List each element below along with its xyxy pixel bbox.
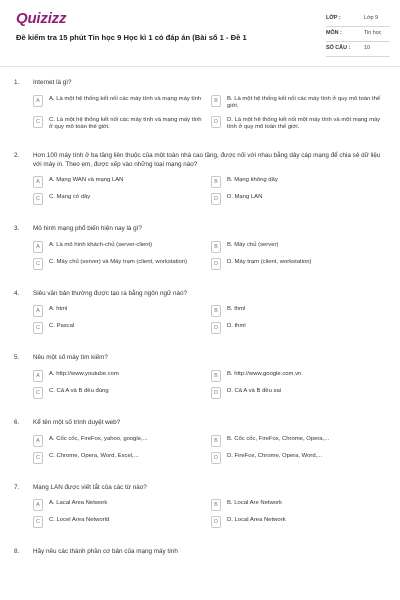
option-letter-box: A (33, 176, 43, 188)
option-text: C. Locel Area Networld (49, 517, 110, 524)
question-spacer (0, 340, 400, 354)
question-number: 2. (14, 151, 20, 159)
meta-subject-row (326, 27, 390, 42)
answer-options (33, 500, 385, 528)
options-row (33, 177, 385, 188)
answer-options (33, 242, 385, 270)
option-letter-box: D (211, 193, 221, 205)
question-number: 6. (14, 418, 20, 426)
question-text: Hãy nêu các thành phần cơ bản của mạng máy tính (33, 548, 178, 556)
options-row (33, 259, 385, 270)
meta-class-row (326, 12, 390, 27)
option-letter-box: A (33, 95, 43, 107)
option-letter-box: D (211, 322, 221, 334)
option-letter-box: D (211, 452, 221, 464)
option-a[interactable] (33, 242, 207, 253)
option-text: C. Cả A và B đều đúng (49, 387, 109, 394)
option-letter-box: A (33, 305, 43, 317)
question-1 (0, 79, 400, 152)
option-a[interactable] (33, 371, 207, 382)
question-spacer (0, 405, 400, 419)
option-b[interactable] (211, 242, 385, 253)
quizizz-logo: Quizizz (16, 10, 67, 27)
option-text: C. Là một hệ thống kết nối các máy tính và mạng máy tính ở quy mô toàn thế giới. (49, 116, 202, 131)
option-text: D. thml (227, 323, 246, 330)
meta-class-value: Lớp 9 (364, 15, 379, 21)
option-letter-box: B (211, 241, 221, 253)
header-divider (0, 66, 400, 67)
question-text: Mô hình mạng phổ biến hiện nay là gì? (33, 225, 142, 233)
question-text: Kể tên một số trình duyệt web? (33, 418, 121, 426)
option-text: A. http://www.youtube.com (49, 370, 119, 377)
question-spacer (0, 276, 400, 290)
options-row (33, 500, 385, 511)
question-7 (0, 484, 400, 549)
meta-count-row (326, 42, 390, 57)
option-a[interactable] (33, 500, 207, 511)
option-a[interactable] (33, 177, 207, 188)
option-text: A. Lacal Area Network (49, 500, 108, 507)
question-text: Siêu văn bản thường được tạo ra bằng ngôn ngữ nào? (33, 289, 187, 297)
question-spacer (0, 138, 400, 152)
option-letter-box: B (211, 370, 221, 382)
option-b[interactable] (211, 177, 385, 188)
options-row (33, 242, 385, 253)
option-text: C. Mạng có dây (49, 194, 91, 201)
option-b[interactable] (211, 371, 385, 382)
option-letter-box: C (33, 516, 43, 528)
question-number: 5. (14, 354, 20, 362)
option-letter-box: B (211, 305, 221, 317)
option-d[interactable] (211, 194, 385, 205)
question-text: Mạng LAN được viết tắt của các từ nào? (33, 483, 147, 491)
answer-options (33, 371, 385, 399)
option-letter-box: C (33, 452, 43, 464)
option-letter-box: D (211, 516, 221, 528)
options-row (33, 323, 385, 334)
worksheet-header (0, 0, 400, 64)
question-5 (0, 354, 400, 419)
option-letter-box: D (211, 258, 221, 270)
question-6 (0, 419, 400, 484)
option-b[interactable] (211, 436, 385, 447)
option-d[interactable] (211, 388, 385, 399)
option-text: C. Máy chủ (server) và Máy trạm (client, workstation) (49, 258, 188, 265)
option-text: B. Local Are Network (227, 500, 283, 507)
option-text: D. Máy trạm (client, workstation) (227, 258, 312, 265)
options-row (33, 96, 385, 111)
option-text: A. Mạng WAN và mạng LAN (49, 177, 124, 184)
question-number: 7. (14, 483, 20, 491)
question-spacer (0, 211, 400, 225)
option-letter-box: D (211, 116, 221, 128)
option-d[interactable] (211, 453, 385, 464)
options-row (33, 453, 385, 464)
worksheet-meta (326, 12, 390, 57)
option-text: D. Cả A và B đều sai (227, 387, 282, 394)
option-letter-box: A (33, 241, 43, 253)
option-c[interactable] (33, 517, 207, 528)
option-text: B. Là một hệ thống kết nối các máy tính ở quy mô toàn thế giới. (227, 95, 381, 110)
option-letter-box: C (33, 116, 43, 128)
question-8 (0, 548, 400, 571)
option-b[interactable] (211, 500, 385, 511)
options-row (33, 371, 385, 382)
option-c[interactable] (33, 259, 207, 270)
option-text: D. Local Area Network (227, 517, 286, 524)
meta-count-label: SỐ CÂU : (326, 45, 351, 51)
question-number: 1. (14, 79, 20, 86)
option-text: B. Máy chủ (server) (227, 241, 279, 248)
option-text: A. html (49, 306, 68, 313)
question-4 (0, 290, 400, 355)
answer-options (33, 96, 385, 132)
options-row (33, 517, 385, 528)
option-text: B. Cốc cốc, FireFox, Chrome, Opera,... (227, 435, 330, 442)
option-a[interactable] (33, 436, 207, 447)
option-c[interactable] (33, 323, 207, 334)
options-row (33, 306, 385, 317)
question-text: Internet là gì? (33, 79, 72, 86)
option-d[interactable] (211, 517, 385, 528)
option-text: B. Mạng không dây (227, 177, 278, 184)
question-spacer (0, 557, 400, 571)
option-letter-box: C (33, 193, 43, 205)
meta-subject-label: MÔN : (326, 30, 342, 36)
option-b[interactable] (211, 96, 385, 111)
option-letter-box: C (33, 387, 43, 399)
option-letter-box: B (211, 499, 221, 511)
option-a[interactable] (33, 96, 207, 111)
option-text: A. Là một hệ thống kết nối các máy tính và mạng máy tính (49, 95, 202, 102)
option-letter-box: A (33, 370, 43, 382)
option-text: A. Cốc cốc, FireFox, yahoo, google,... (49, 435, 148, 442)
option-c[interactable] (33, 388, 207, 399)
option-text: C. Chrome, Opera, Word, Excel,... (49, 452, 139, 459)
options-row (33, 117, 385, 132)
option-letter-box: C (33, 258, 43, 270)
option-text: D. Là một hệ thống kết nối một máy tính và một mạng máy tính ở quy mô toàn thế giới. (227, 116, 381, 131)
option-letter-box: B (211, 95, 221, 107)
option-c[interactable] (33, 117, 207, 132)
option-letter-box: A (33, 499, 43, 511)
answer-options (33, 177, 385, 205)
options-row (33, 194, 385, 205)
option-d[interactable] (211, 259, 385, 270)
option-d[interactable] (211, 117, 385, 132)
option-letter-box: C (33, 322, 43, 334)
options-row (33, 388, 385, 399)
question-number: 8. (14, 548, 20, 556)
option-b[interactable] (211, 306, 385, 317)
worksheet-title: Đề kiểm tra 15 phút Tin học 9 Học kì 1 có đáp án (Bài số 1 - Đề 1 (16, 33, 247, 42)
option-a[interactable] (33, 306, 207, 317)
option-text: C. Pascal (49, 323, 75, 330)
question-text: Nêu một số máy tìm kiếm? (33, 354, 108, 362)
option-text: B. thml (227, 306, 246, 313)
answer-options (33, 306, 385, 334)
option-text: D. Mạng LAN (227, 194, 263, 201)
option-letter-box: A (33, 435, 43, 447)
option-c[interactable] (33, 194, 207, 205)
question-number: 3. (14, 225, 20, 233)
meta-count-value: 10 (364, 45, 370, 51)
option-letter-box: B (211, 176, 221, 188)
question-spacer (0, 534, 400, 548)
option-d[interactable] (211, 323, 385, 334)
answer-options (33, 436, 385, 464)
question-spacer (0, 470, 400, 484)
option-letter-box: B (211, 435, 221, 447)
question-3 (0, 225, 400, 290)
question-list (0, 79, 400, 571)
question-text: Hơn 100 máy tính ở ba tầng liên thuộc của một toàn nhà cao tầng, được nối với nhau bằng dây cáp mạng để chia sẻ dữ liệu với máy in. Theo em, được xếp vào những loại mạng nào? (33, 151, 381, 168)
option-text: B. http://www.google.com.vn (227, 370, 302, 377)
option-letter-box: D (211, 387, 221, 399)
meta-class-label: LỚP : (326, 15, 341, 21)
question-number: 4. (14, 289, 20, 297)
question-2 (0, 152, 400, 225)
option-text: A. Là mô hình khách-chủ (server-client) (49, 241, 153, 248)
meta-subject-value: Tin học (364, 30, 382, 36)
option-c[interactable] (33, 453, 207, 464)
option-text: D. FireFox, Chrome, Opera, Word,... (227, 452, 323, 459)
options-row (33, 436, 385, 447)
